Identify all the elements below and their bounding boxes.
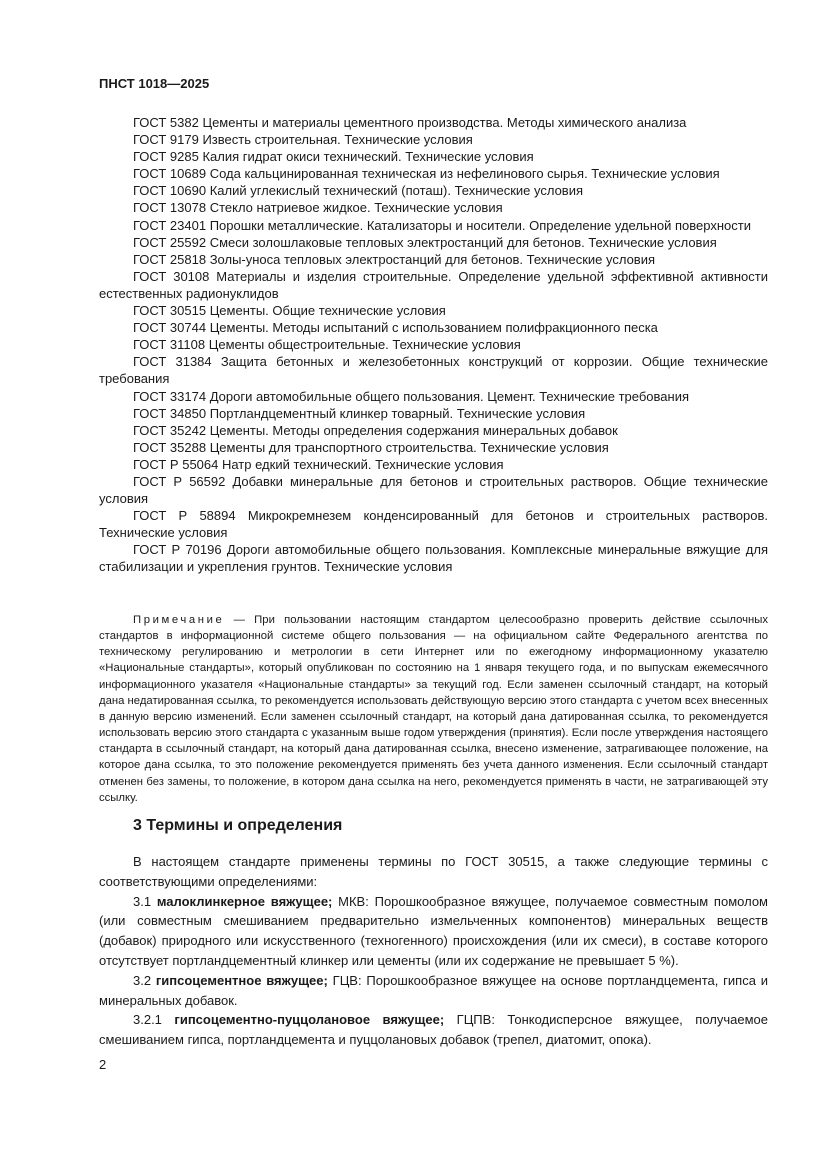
term-name: гипсоцементно-пуццолановое вяжущее;	[174, 1012, 445, 1028]
reference-item: ГОСТ 30515 Цементы. Общие технические условия	[133, 303, 446, 319]
reference-item: ГОСТ 30108 Материалы и изделия строительные. Определение удельной эффективной активности естественных радионуклидов	[99, 268, 768, 301]
note-block	[99, 612, 768, 806]
document-header: ПНСТ 1018—2025	[99, 76, 210, 91]
reference-item: ГОСТ 13078 Стекло натриевое жидкое. Технические условия	[133, 200, 503, 216]
reference-item: ГОСТ 5382 Цементы и материалы цементного производства. Методы химического анализа	[133, 115, 687, 130]
term-number: 3.1	[133, 893, 152, 909]
note-text: — При пользовании настоящим стандартом целесообразно проверить действие ссылочных стандартов в информационной системе общего пользования — на официальном сайте Федерального агентства по техническому регулированию и метрологии в сети Интернет или по ежегодному информационному указателю «Национальные стандарты», который опубликован по состоянию на 1 января текущего года, и по выпускам ежемесячного информационного указателя «Национальные стандарты» за текущий год. Если заменен ссылочный стандарт, на который дана недатированная ссылка, то рекомендуется использовать действующую версию этого стандарта с учетом всех внесенных в данную версию изменений. Если заменен ссылочный стандарт, на который дана датированная ссылка, то рекомендуется использовать версию этого стандарта с указанным выше годом утверждения (принятия). Если после утверждения настоящего стандарта в ссылочный стандарт, на который дана датированная ссылка, внесено изменение, затрагивающее положение, на которое дана ссылка, то это положение рекомендуется применять без учета данного изменения. Если ссылочный стандарт отменен без замены, то положение, в котором дана ссылка на него, рекомендуется применять в части, не затрагивающей эту ссылку.	[99, 614, 768, 804]
term-text: ГЦПВ: Тонкодисперсное вяжущее, получаемое смешиванием гипса, портландцемента и пуццолановых добавок (трепел, диатомит, опока).	[99, 1012, 768, 1048]
reference-item: ГОСТ Р 58894 Микрокремнезем конденсированный для бетонов и строительных растворов. Технические условия	[99, 508, 768, 541]
normative-references-list	[99, 114, 768, 576]
term-definition	[99, 971, 768, 1011]
term-text: МКВ: Порошкообразное вяжущее, получаемое совместным помолом (или совместным смешиванием предварительно измельченных компонентов) минеральных веществ (добавок) природного или искусственного (техногенного) происхождения (или их смеси), в составе которого отсутствует портландцементный клинкер или цементы (или их содержание не превышает 5 %).	[99, 893, 768, 968]
reference-item: ГОСТ 35288 Цементы для транспортного строительства. Технические условия	[133, 439, 609, 455]
term-number: 3.2	[133, 972, 152, 988]
section-body	[99, 852, 768, 1050]
reference-item: ГОСТ 9179 Известь строительная. Технические условия	[133, 132, 473, 148]
reference-item: ГОСТ 9285 Калия гидрат окиси технический. Технические условия	[133, 149, 534, 165]
reference-item: ГОСТ Р 70196 Дороги автомобильные общего пользования. Комплексные минеральные вяжущие для стабилизации и укрепления грунтов. Технические условия	[99, 542, 768, 575]
reference-item: ГОСТ 30744 Цементы. Методы испытаний с использованием полифракционного песка	[133, 320, 658, 336]
reference-item: ГОСТ 10690 Калий углекислый технический (поташ). Технические условия	[133, 183, 584, 199]
reference-item: ГОСТ 25592 Смеси золошлаковые тепловых электростанций для бетонов. Технические условия	[133, 234, 717, 250]
reference-item: ГОСТ 23401 Порошки металлические. Катализаторы и носители. Определение удельной поверхности	[133, 217, 751, 233]
term-number: 3.2.1	[133, 1012, 162, 1028]
reference-item: ГОСТ 35242 Цементы. Методы определения содержания минеральных добавок	[133, 422, 618, 438]
reference-item: ГОСТ Р 55064 Натр едкий технический. Технические условия	[133, 456, 504, 472]
section-title: 3 Термины и определения	[133, 817, 343, 834]
reference-item: ГОСТ 31108 Цементы общестроительные. Технические условия	[133, 337, 521, 353]
reference-item: ГОСТ 31384 Защита бетонных и железобетонных конструкций от коррозии. Общие технические требования	[99, 354, 768, 387]
note-label: Примечание	[133, 614, 225, 626]
reference-item: ГОСТ Р 56592 Добавки минеральные для бетонов и строительных растворов. Общие технические условия	[99, 473, 768, 507]
term-definition	[99, 1010, 768, 1050]
term-name: гипсоцементное вяжущее;	[155, 972, 328, 988]
term-definition	[99, 892, 768, 971]
term-name: малоклинкерное вяжущее;	[156, 893, 333, 909]
reference-item: ГОСТ 10689 Сода кальцинированная техническая из нефелинового сырья. Технические условия	[133, 166, 720, 182]
reference-item: ГОСТ 25818 Золы-уноса тепловых электростанций для бетонов. Технические условия	[133, 251, 656, 267]
section-intro: В настоящем стандарте применены термины по ГОСТ 30515, а также следующие термины с соответствующими определениями:	[99, 854, 768, 889]
term-text: ГЦВ: Порошкообразное вяжущее на основе портландцемента, гипса и минеральных добавок.	[99, 972, 768, 1008]
reference-item: ГОСТ 34850 Портландцементный клинкер товарный. Технические условия	[133, 405, 586, 421]
page-number: 2	[99, 1057, 107, 1072]
reference-item: ГОСТ 33174 Дороги автомобильные общего пользования. Цемент. Технические требования	[133, 388, 690, 404]
